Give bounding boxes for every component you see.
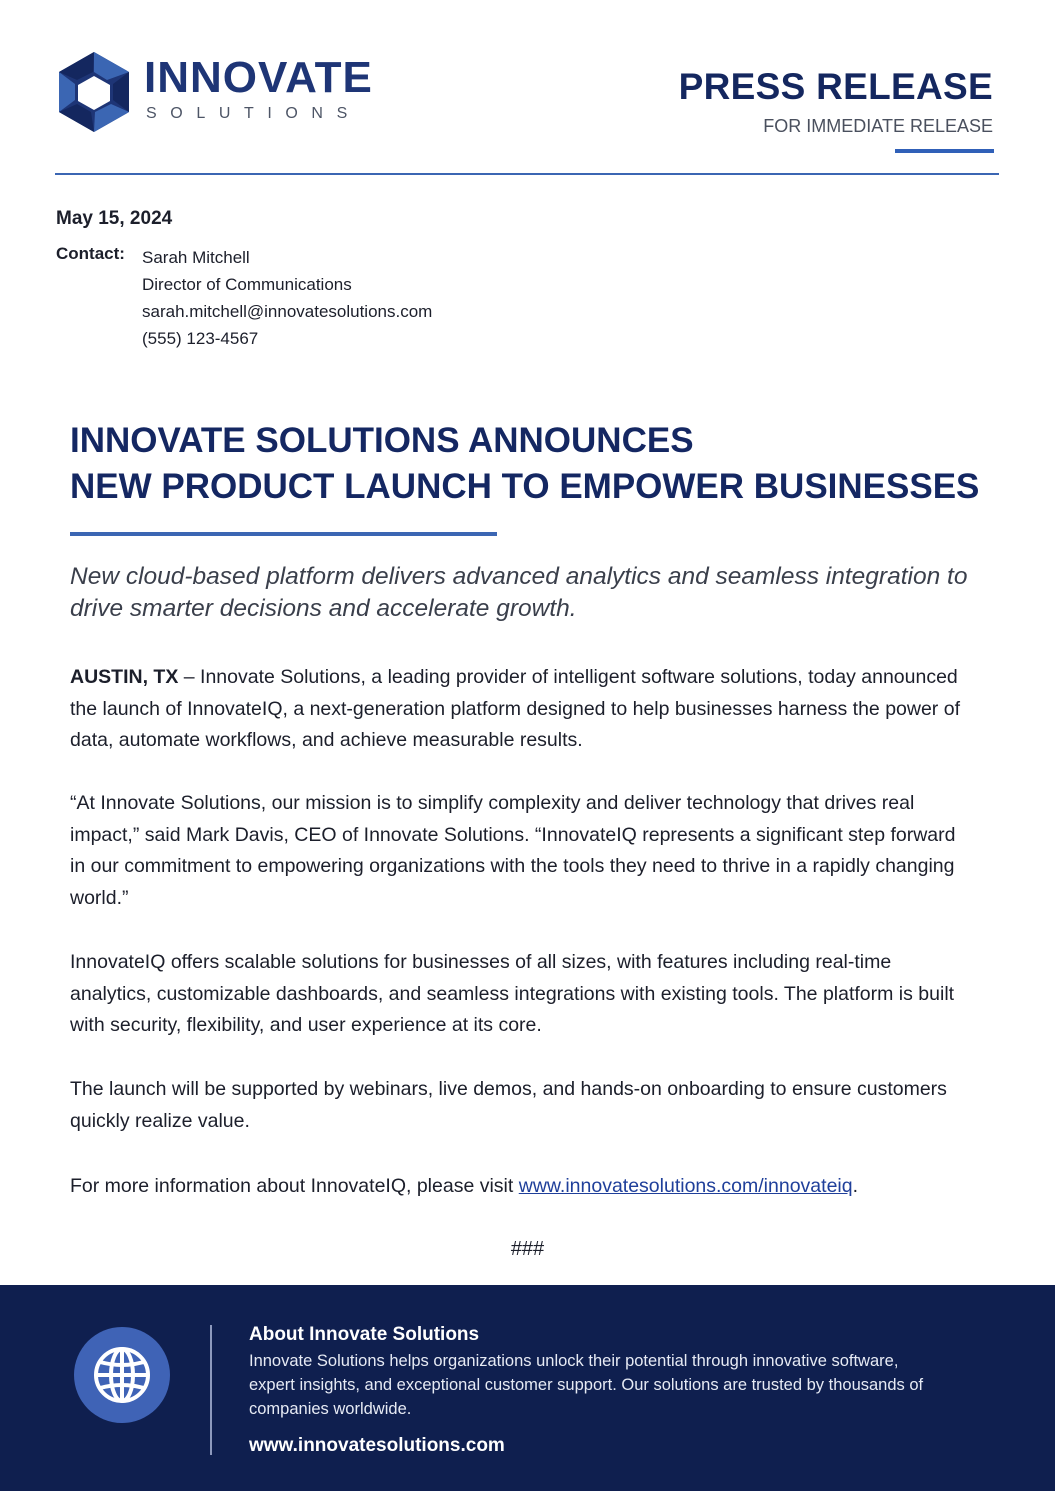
- body-paragraph-4: The launch will be supported by webinars, live demos, and hands-on onboarding to ensure customers quickly realize value.: [70, 1078, 947, 1132]
- about-text: Innovate Solutions helps organizations unlock their potential through innovative software, expert insights, and exceptional customer support. Our solutions are trusted by thousands of companies worldwide.: [249, 1352, 924, 1418]
- brand-subname: SOLUTIONS: [146, 105, 361, 122]
- paragraph-5-suffix: .: [852, 1175, 859, 1197]
- contact-phone: (555) 123-4567: [142, 329, 259, 348]
- headline-line-2: NEW PRODUCT LAUNCH TO EMPOWER BUSINESSES: [70, 467, 980, 506]
- headline-line-1: INNOVATE SOLUTIONS ANNOUNCES: [70, 421, 694, 460]
- company-website[interactable]: www.innovatesolutions.com: [249, 1435, 505, 1456]
- press-release-title: PRESS RELEASE: [678, 66, 993, 107]
- footer-divider: [210, 1325, 212, 1455]
- contact-label: Contact:: [56, 244, 125, 263]
- end-mark: ###: [510, 1238, 545, 1260]
- release-subtitle: FOR IMMEDIATE RELEASE: [763, 116, 993, 136]
- body-paragraph-2: “At Innovate Solutions, our mission is to simplify complexity and deliver technology that drives real impact,” said Mark Davis, CEO of Innovate Solutions. “InnovateIQ represents a significant step forward in our commitment to empowering organizations with the tools they need to thrive in a rapidly changing world.”: [70, 792, 956, 909]
- paragraph-5-prefix: For more information about InnovateIQ, please visit: [70, 1175, 519, 1197]
- body-paragraph-5: [70, 1171, 975, 1203]
- headline-underline: [70, 532, 497, 536]
- footer: [0, 1285, 1055, 1491]
- paragraph-1-text: – Innovate Solutions, a leading provider of intelligent software solutions, today announced the launch of InnovateIQ, a next-generation platform designed to help businesses harness the power of data, automate workflows, and achieve measurable results.: [70, 666, 960, 751]
- product-link[interactable]: www.innovatesolutions.com/innovateiq: [518, 1175, 853, 1197]
- contact-name: Sarah Mitchell: [142, 248, 250, 267]
- contact-email[interactable]: sarah.mitchell@innovatesolutions.com: [142, 302, 433, 321]
- header-divider: [55, 173, 999, 175]
- subheadline: New cloud-based platform delivers advanced analytics and seamless integration to drive smarter decisions and accelerate growth.: [70, 563, 968, 622]
- release-date: May 15, 2024: [56, 208, 173, 229]
- brand-name: INNOVATE: [144, 53, 373, 102]
- globe-icon: [74, 1327, 170, 1423]
- headline: [70, 418, 1000, 510]
- hexagon-aperture-icon: [55, 50, 133, 134]
- about-title: About Innovate Solutions: [249, 1324, 480, 1345]
- contact-block: [142, 244, 432, 352]
- body-paragraph-3: InnovateIQ offers scalable solutions for businesses of all sizes, with features including real-time analytics, customizable dashboards, and seamless integrations with existing tools. The platform is built with security, flexibility, and user experience at its core.: [70, 951, 955, 1036]
- body-paragraph-1: [70, 662, 975, 757]
- title-underline: [895, 149, 994, 153]
- dateline: AUSTIN, TX: [70, 666, 179, 688]
- contact-title: Director of Communications: [142, 275, 352, 294]
